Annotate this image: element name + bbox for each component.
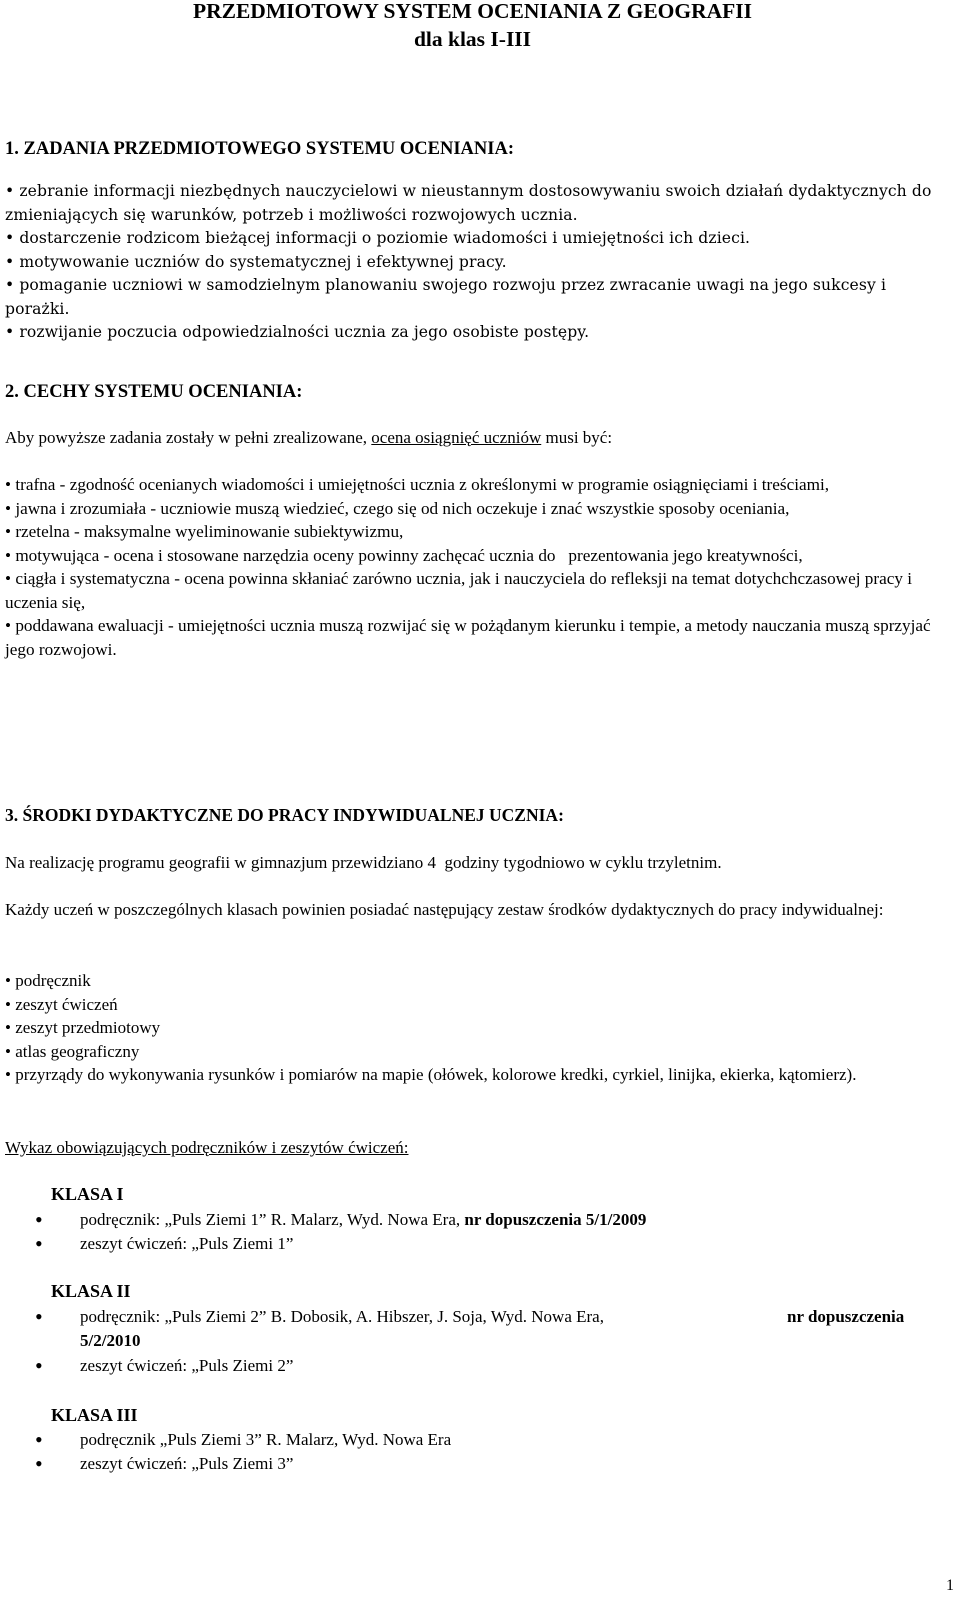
list-item: • jawna i zrozumiała - uczniowie muszą wiedzieć, czego się od nich oczekuje i znać wszystkie sposoby oceniania, <box>5 498 790 518</box>
list-item: • trafna - zgodność ocenianych wiadomości i umiejętności ucznia z określonymi w programie osiągnięciami i treściami, <box>5 475 830 494</box>
class-2-approval-row <box>35 1329 940 1353</box>
list-item: • motywowanie uczniów do systematycznej i efektywnej pracy. <box>5 252 507 271</box>
class-3-workbook-row <box>35 1452 940 1476</box>
bullet-icon: • <box>35 1231 43 1256</box>
section-3-paragraph-1: Na realizację programu geografii w gimnazjum przewidziano 4 godziny tygodniowo w cyklu trzyletnim. <box>5 853 722 872</box>
section-1-heading: 1. ZADANIA PRZEDMIOTOWEGO SYSTEMU OCENIANIA: <box>5 139 514 159</box>
section-2-list <box>5 473 940 661</box>
section-3-paragraph-2: Każdy uczeń w poszczególnych klasach powinien posiadać następujący zestaw środków dydaktycznych do pracy indywidualnej: <box>5 900 884 919</box>
list-item: • rozwijanie poczucia odpowiedzialności ucznia za jego osobiste postępy. <box>5 323 590 341</box>
list-item: • motywująca - ocena i stosowane narzędzia oceny powinny zachęcać ucznia do prezentowania jego kreatywności, <box>5 545 803 565</box>
title-line-2: dla klas I-III <box>413 27 532 51</box>
class-2-workbook-row <box>35 1354 940 1378</box>
textbooks-list-heading: Wykaz obowiązujących podręczników i zeszytów ćwiczeń: <box>5 1138 409 1157</box>
intro-text: Aby powyższe zadania zostały w pełni zrealizowane, <box>5 428 372 447</box>
list-item: • rzetelna - maksymalne wyeliminowanie subiektywizmu, <box>5 522 404 541</box>
list-item: • poddawana ewaluacji - umiejętności ucznia muszą rozwijać się w pożądanym kierunku i tempie, a metody nauczania muszą sprzyjać jego rozwojowi. <box>5 616 931 659</box>
list-item: • przyrządy do wykonywania rysunków i pomiarów na mapie (ołówek, kolorowe kredki, cyrkiel, linijka, ekierka, kątomierz). <box>5 1065 857 1084</box>
class-3-workbook-text: zeszyt ćwiczeń: „Puls Ziemi 3” <box>80 1454 294 1473</box>
class-1-textbook-row <box>35 1208 940 1232</box>
class-3-label: KLASA III <box>51 1405 138 1425</box>
bullet-icon: • <box>35 1353 43 1378</box>
bullet-icon: • <box>35 1304 43 1329</box>
bullet-icon: • <box>35 1451 43 1476</box>
class-2-workbook-text: zeszyt ćwiczeń: „Puls Ziemi 2” <box>80 1356 294 1375</box>
intro-text-end: musi być: <box>541 428 613 447</box>
list-item: • dostarczenie rodzicom bieżącej informacji o poziomie wiadomości i umiejętności ich dzieci. <box>5 229 751 247</box>
class-3-textbook-row <box>35 1428 940 1452</box>
bullet-icon: • <box>35 1207 43 1232</box>
class-1-label: KLASA I <box>51 1184 124 1204</box>
page-number: 1 <box>946 1577 954 1594</box>
bullet-icon: • <box>35 1427 43 1452</box>
class-1-approval-number: nr dopuszczenia 5/1/2009 <box>464 1210 647 1229</box>
section-3-heading: 3. ŚRODKI DYDAKTYCZNE DO PRACY INDYWIDUALNEJ UCZNIA: <box>5 805 564 825</box>
class-1-workbook-row <box>35 1232 940 1256</box>
list-item: • zeszyt ćwiczeń <box>5 994 118 1014</box>
class-2-textbook-text: podręcznik: „Puls Ziemi 2” B. Dobosik, A. Hibszer, J. Soja, Wyd. Nowa Era, <box>80 1307 604 1326</box>
class-2-approval-number-start: nr dopuszczenia <box>787 1307 905 1326</box>
list-item: • podręcznik <box>5 971 91 990</box>
class-3-textbook-text: podręcznik „Puls Ziemi 3” R. Malarz, Wyd. Nowa Era <box>80 1430 452 1449</box>
list-item: • pomaganie uczniowi w samodzielnym planowaniu swojego rozwoju przez zwracanie uwagi na jego sukcesy i porażki. <box>5 276 887 318</box>
list-item: • zebranie informacji niezbędnych nauczycielowi w nieustannym dostosowywaniu swoich działań dydaktycznych do zmieniających się warunków, potrzeb i możliwości rozwojowych ucznia. <box>5 182 932 224</box>
class-2-label: KLASA II <box>51 1281 131 1301</box>
section-1-list <box>5 180 940 345</box>
class-2-approval-number: 5/2/2010 <box>80 1331 141 1350</box>
list-item: • zeszyt przedmiotowy <box>5 1018 161 1037</box>
intro-underlined-text: ocena osiągnięć uczniów <box>371 428 542 447</box>
list-item: • ciągła i systematyczna - ocena powinna skłaniać zarówno ucznia, jak i nauczyciela do refleksji na temat dotychchczasowej pracy i uczenia się, <box>5 569 913 612</box>
section-3-list <box>5 969 940 1087</box>
title-line-1: PRZEDMIOTOWY SYSTEM OCENIANIA Z GEOGRAFII <box>192 0 753 23</box>
class-1-workbook-text: zeszyt ćwiczeń: „Puls Ziemi 1” <box>80 1234 294 1253</box>
section-2-heading: 2. CECHY SYSTEMU OCENIANIA: <box>5 382 303 402</box>
section-2-intro <box>5 426 940 450</box>
list-item: • atlas geograficzny <box>5 1041 140 1061</box>
class-1-textbook-text: podręcznik: „Puls Ziemi 1” R. Malarz, Wyd. Nowa Era, <box>80 1210 465 1229</box>
